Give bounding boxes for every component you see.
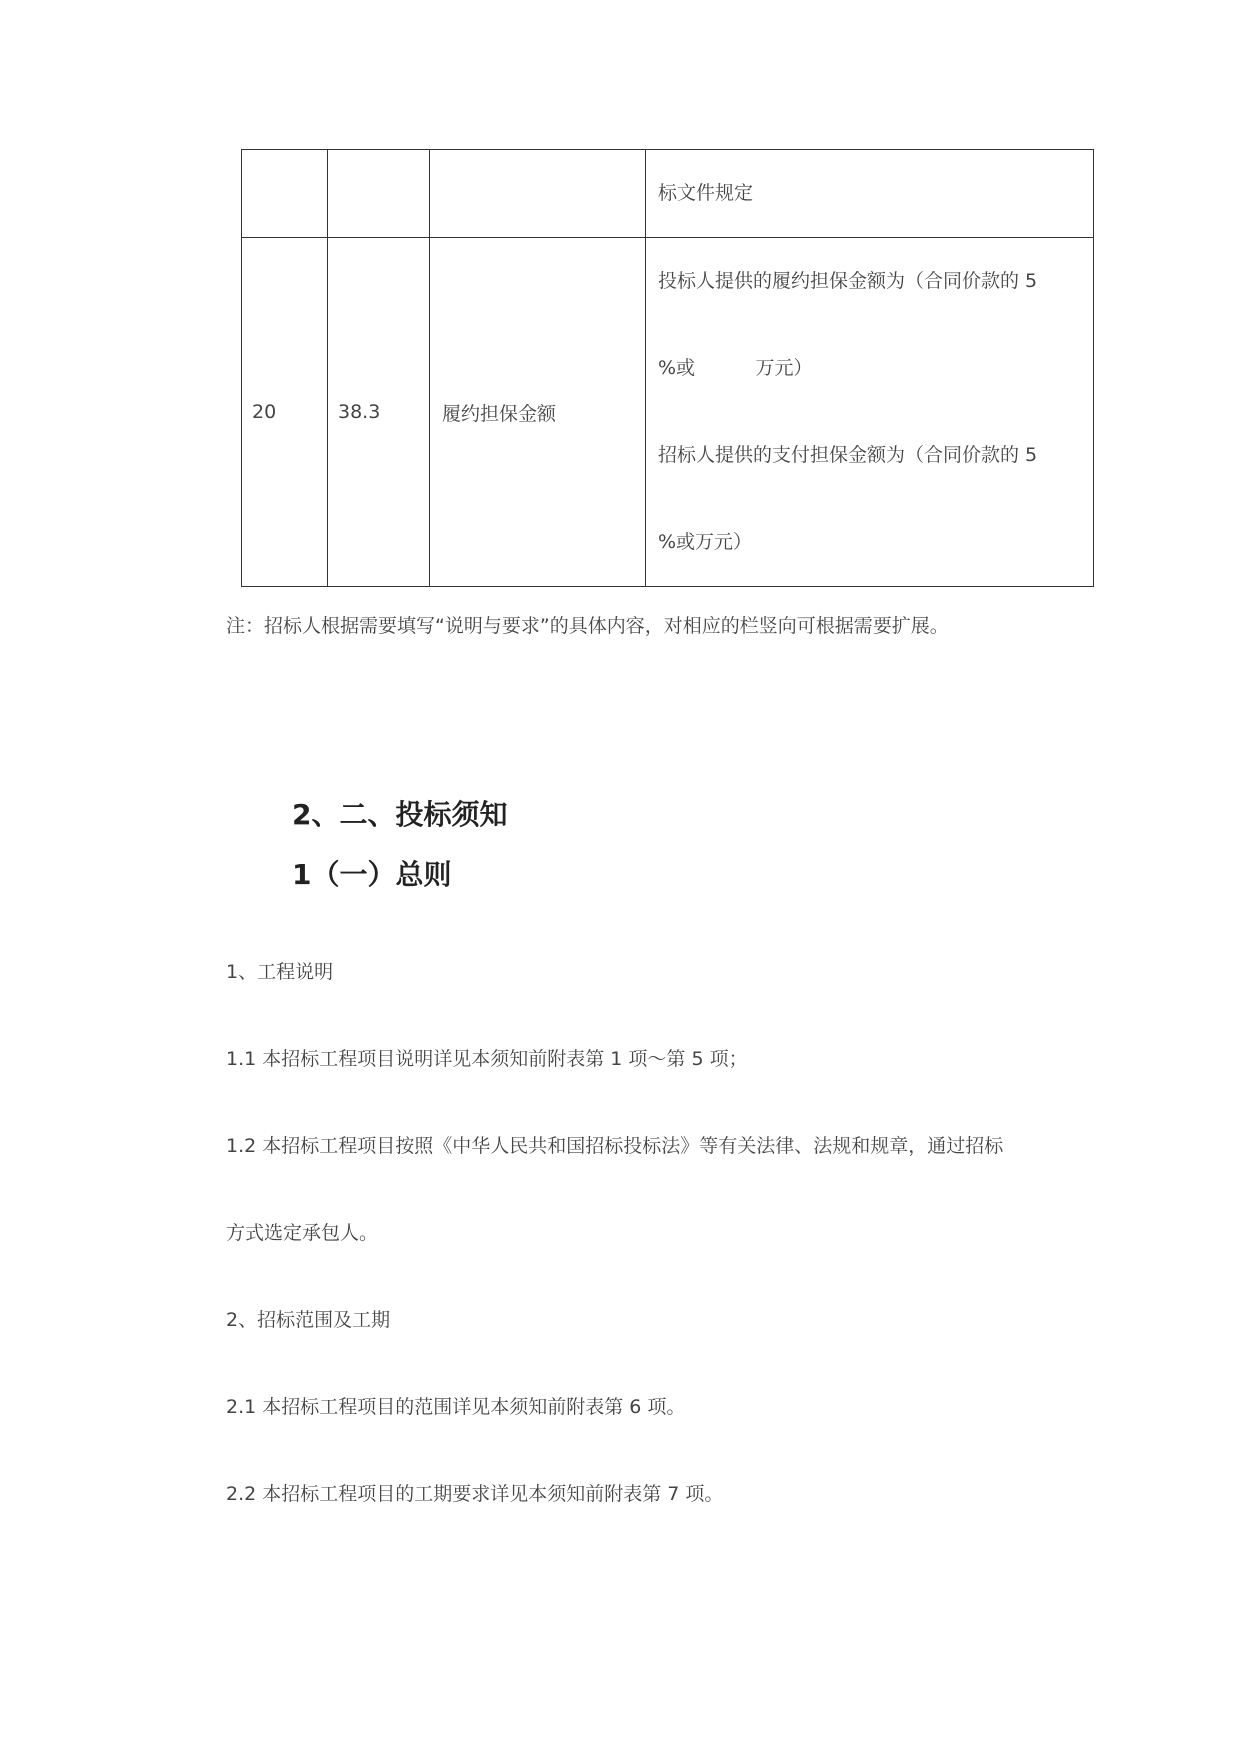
paragraph: 1.2 本招标工程项目按照《中华人民共和国招标投标法》等有关法律、法规和规章，通过招标 [226, 1135, 1004, 1157]
paragraph: 2.2 本招标工程项目的工期要求详见本须知前附表第 7 项。 [226, 1483, 724, 1505]
paragraph: 1.1 本招标工程项目说明详见本须知前附表第 1 项～第 5 项； [226, 1048, 748, 1070]
description-cell [646, 150, 1094, 238]
description-line: 投标人提供的履约担保金额为（合同价款的 5 [658, 270, 1038, 292]
clause-cell [328, 150, 430, 238]
description-line: 招标人提供的支付担保金额为（合同价款的 5 [658, 444, 1038, 466]
description-cell [646, 238, 1094, 587]
clause-cell: 38.3 [328, 238, 430, 587]
row-number-cell [242, 150, 328, 238]
chapter-heading: 2、二、投标须知 [292, 798, 508, 831]
paragraph: 1、工程说明 [226, 961, 334, 983]
description-line: %或 万元） [658, 357, 813, 379]
table-row [242, 238, 1094, 587]
section-heading: 1（一）总则 [292, 858, 452, 891]
row-number-cell: 20 [242, 238, 328, 587]
paragraph: 方式选定承包人。 [226, 1222, 379, 1244]
bid-data-table [241, 149, 1094, 587]
item-name-cell [430, 150, 646, 238]
table-row [242, 150, 1094, 238]
description-line: 标文件规定 [658, 182, 754, 204]
description-line: %或万元） [658, 531, 753, 553]
item-name-cell: 履约担保金额 [430, 238, 646, 587]
paragraph: 2.1 本招标工程项目的范围详见本须知前附表第 6 项。 [226, 1396, 686, 1418]
paragraph: 2、招标范围及工期 [226, 1309, 391, 1331]
table-note: 注：招标人根据需要填写“说明与要求”的具体内容，对相应的栏竖向可根据需要扩展。 [226, 615, 949, 637]
